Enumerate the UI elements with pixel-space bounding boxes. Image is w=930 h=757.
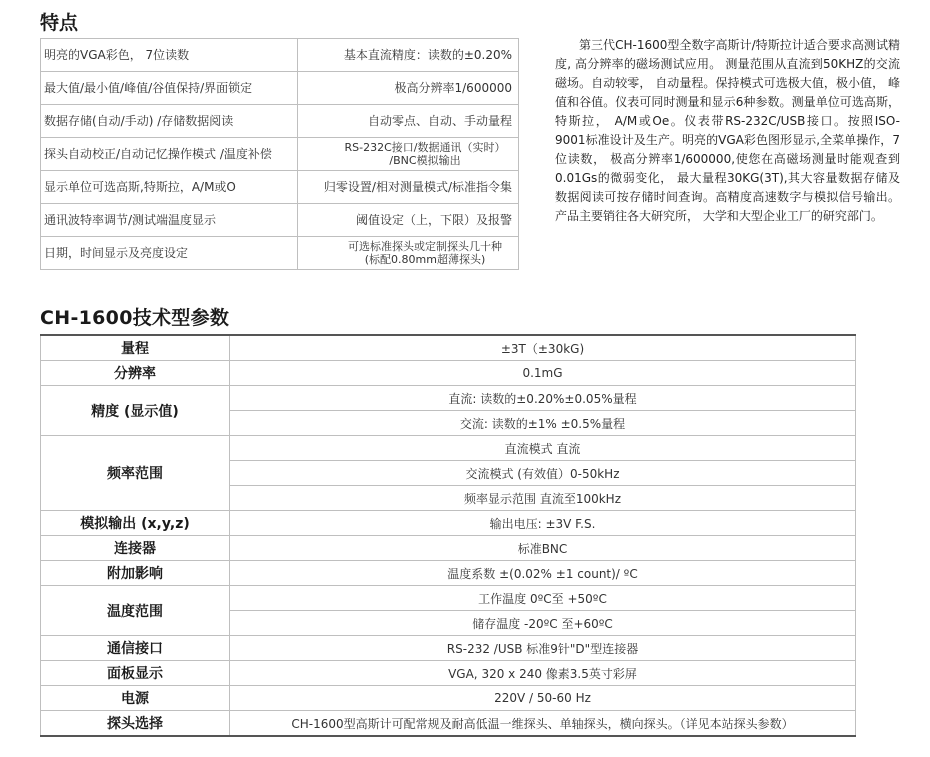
product-intro: 第三代CH-1600型全数字高斯计/特斯拉计适合要求高测试精度, 高分辨率的磁场测试应用。 测量范围从直流到50KHZ的交流磁场。自动较零， 自动量程。保持模式可选极大值，极小值， 峰值和谷值。仪表可同时测量和显示6种参数。测量单位可选高斯， 特斯拉， A/M或Oe。仪表带RS-232C/USB接口。按照ISO-9001标准设计及生产。明亮的VGA彩色图形显示,全菜单操作，7位读数， 极高分辨率1/600000,使您在高磁场测量时能观查到0.01Gs的微弱变化， 最大量程30KG(3T),其大容量数据存储及数据阅读可按存储时间查询。高精度高速数字与模拟信号输出。产品主要销往各大研究所， 大学和大型企业工厂的研究部门。 [555, 38, 900, 223]
feature-left: 最大值/最小值/峰值/谷值保持/界面锁定 [41, 72, 298, 105]
feature-right: 阈值设定（上，下限）及报警 [298, 204, 519, 237]
feature-right: 归零设置/相对测量模式/标准指令集 [298, 171, 519, 204]
spec-label: 频率范围 [41, 436, 230, 511]
feature-left: 明亮的VGA彩色， 7位读数 [41, 39, 298, 72]
spec-value: CH-1600型高斯计可配常规及耐高低温一维探头、单轴探头，横向探头。（详见本站探头参数） [230, 711, 856, 737]
table-row [41, 72, 519, 105]
feature-right-line: 可选标准探头或定制探头几十种 [348, 240, 502, 253]
specs-table [40, 334, 856, 737]
features-table [40, 38, 519, 270]
spec-value: VGA, 320 x 240 像素3.5英寸彩屏 [230, 661, 856, 686]
table-row [41, 661, 856, 686]
feature-right: 基本直流精度：读数的±0.20% [298, 39, 519, 72]
table-row [41, 561, 856, 586]
table-row [41, 204, 519, 237]
table-row [41, 138, 519, 171]
table-row [41, 636, 856, 661]
spec-value: 交流: 读数的±1% ±0.5%量程 [230, 411, 856, 436]
table-row [41, 105, 519, 138]
table-row [41, 335, 856, 361]
spec-value: 0.1mG [230, 361, 856, 386]
specs-title: CH-1600技术型参数 [40, 307, 230, 329]
feature-left: 通讯波特率调节/测试端温度显示 [41, 204, 298, 237]
spec-value: 交流模式 (有效值）0-50kHz [230, 461, 856, 486]
spec-value: 储存温度 -20ºC 至+60ºC [230, 611, 856, 636]
features-title: 特点 [40, 12, 79, 34]
feature-right [298, 237, 519, 270]
spec-label: 连接器 [41, 536, 230, 561]
feature-left: 探头自动校正/自动记忆操作模式 /温度补偿 [41, 138, 298, 171]
spec-label: 通信接口 [41, 636, 230, 661]
spec-label: 温度范围 [41, 586, 230, 636]
table-row [41, 511, 856, 536]
spec-value: 频率显示范围 直流至100kHz [230, 486, 856, 511]
feature-right-line: /BNC模拟输出 [389, 154, 461, 167]
table-row [41, 171, 519, 204]
spec-value: 温度系数 ±(0.02% ±1 count)/ ºC [230, 561, 856, 586]
feature-left: 显示单位可选高斯,特斯拉，A/M或O [41, 171, 298, 204]
table-row [41, 386, 856, 411]
spec-label: 精度 (显示值) [41, 386, 230, 436]
spec-value: 输出电压: ±3V F.S. [230, 511, 856, 536]
spec-label: 探头选择 [41, 711, 230, 737]
table-row [41, 361, 856, 386]
table-row [41, 586, 856, 611]
spec-value: 标准BNC [230, 536, 856, 561]
table-row [41, 536, 856, 561]
feature-right [298, 138, 519, 171]
spec-label: 分辨率 [41, 361, 230, 386]
spec-label: 量程 [41, 335, 230, 361]
spec-label: 面板显示 [41, 661, 230, 686]
spec-value: 直流模式 直流 [230, 436, 856, 461]
spec-value: RS-232 /USB 标准9针"D"型连接器 [230, 636, 856, 661]
table-row [41, 39, 519, 72]
spec-label: 附加影响 [41, 561, 230, 586]
feature-left: 数据存储(自动/手动) /存储数据阅读 [41, 105, 298, 138]
spec-value: 直流: 读数的±0.20%±0.05%量程 [230, 386, 856, 411]
spec-value: 220V / 50-60 Hz [230, 686, 856, 711]
feature-right: 极高分辨率1/600000 [298, 72, 519, 105]
spec-label: 模拟输出 (x,y,z) [41, 511, 230, 536]
table-row [41, 711, 856, 737]
spec-value: ±3T（±30kG) [230, 335, 856, 361]
spec-label: 电源 [41, 686, 230, 711]
feature-left: 日期，时间显示及亮度设定 [41, 237, 298, 270]
feature-right-line: RS-232C接口/数据通讯（实时） [344, 141, 506, 154]
table-row [41, 686, 856, 711]
feature-right: 自动零点、自动、手动量程 [298, 105, 519, 138]
table-row [41, 237, 519, 270]
spec-value: 工作温度 0ºC至 +50ºC [230, 586, 856, 611]
feature-right-line: (标配0.80mm超薄探头) [364, 253, 486, 266]
table-row [41, 436, 856, 461]
